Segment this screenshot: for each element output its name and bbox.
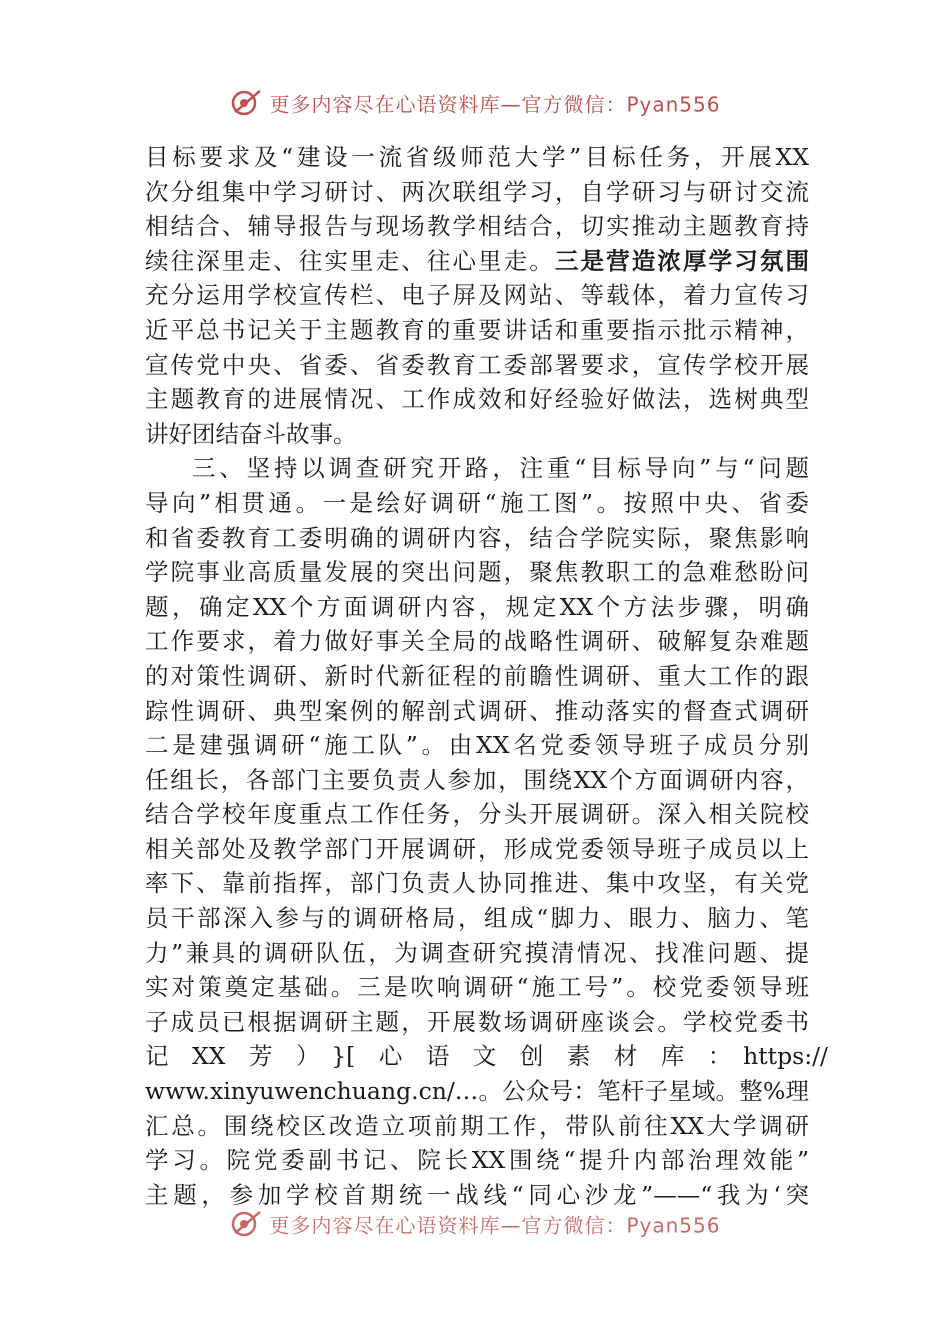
brand-logo-icon	[229, 88, 263, 118]
watermark-text: 更多内容尽在心语资料库—官方微信：Pyan556	[269, 1213, 721, 1238]
text-line: 员干部深入参与的调研格局，组成“脚力、眼力、脑力、笔	[145, 904, 809, 933]
bold-heading-inline: 三是营造浓厚学习氛围	[554, 246, 810, 275]
text-line: 任组长，各部门主要负责人参加，围绕XX个方面调研内容，	[145, 765, 809, 794]
text-line: 汇总。围绕校区改造立项前期工作，带队前往XX大学调研	[145, 1111, 809, 1140]
text-line: 三、坚持以调查研究开路，注重“目标导向”与“问题	[192, 454, 809, 483]
paragraph-study	[145, 140, 809, 451]
text-line: 二是建强调研“施工队”。由XX名党委领导班子成员分别	[145, 731, 809, 760]
text-line: 结合学校年度重点工作任务，分头开展调研。深入相关院校	[145, 800, 809, 829]
text-line: 目标要求及“建设一流省级师范大学”目标任务，开展XX	[145, 143, 809, 171]
text-run: 续往深里走、往实里走、往心里走。	[145, 246, 555, 275]
text-line: 学习。院党委副书记、院长XX围绕“提升内部治理效能”	[145, 1146, 809, 1175]
text-line: 力”兼具的调研队伍，为调查研究摸清情况、找准问题、提	[145, 938, 809, 967]
brand-logo-icon	[229, 1209, 263, 1239]
text-line: 近平总书记关于主题教育的重要讲话和重要指示批示精神，	[145, 315, 809, 344]
text-line: 主题教育的进展情况、工作成效和好经验好做法，选树典型	[145, 385, 809, 414]
text-line: 充分运用学校宣传栏、电子屏及网站、等载体，着力宣传习	[145, 281, 809, 310]
text-line: 和省委教育工委明确的调研内容，结合学院实际，聚焦影响	[145, 523, 809, 552]
watermark-text: 更多内容尽在心语资料库—官方微信：Pyan556	[269, 92, 721, 117]
text-line: 学院事业高质量发展的突出问题，聚焦教职工的急难愁盼问	[145, 558, 809, 587]
document-body	[145, 140, 828, 1212]
watermark-footer	[0, 1209, 950, 1239]
text-line-mixed	[145, 244, 809, 279]
paragraph-research	[145, 451, 828, 1212]
watermark-header	[0, 88, 950, 118]
text-line: 率下、靠前指挥，部门负责人协同推进、集中攻坚，有关党	[145, 869, 809, 898]
text-line: 宣传党中央、省委、省委教育工委部署要求，宣传学校开展	[145, 350, 809, 379]
text-line: 实对策奠定基础。三是吹响调研“施工号”。校党委领导班	[145, 973, 809, 1002]
text-line: 讲好团结奋斗故事。	[145, 419, 357, 448]
text-line: 主题，参加学校首期统一战线“同心沙龙”——“我为‘突	[145, 1180, 809, 1209]
text-line: 相结合、辅导报告与现场教学相结合，切实推动主题教育持	[145, 212, 809, 241]
text-line: 踪性调研、典型案例的解剖式调研、推动落实的督查式调研	[145, 696, 809, 725]
text-line: www.xinyuwenchuang.cn/…。公众号：笔杆子星域。整%理	[145, 1077, 809, 1106]
text-line: 的对策性调研、新时代新征程的前瞻性调研、重大工作的跟	[145, 661, 809, 690]
text-line: 记 XX 芳 ） }[ 心 语 文 创 素 材 库 ： https://	[145, 1042, 828, 1071]
text-line: 题，确定XX个方面调研内容，规定XX个方法步骤，明确	[145, 592, 809, 621]
text-line: 子成员已根据调研主题，开展数场调研座谈会。学校党委书	[145, 1007, 809, 1036]
text-line: 相关部处及教学部门开展调研，形成党委领导班子成员以上	[145, 834, 809, 863]
text-line: 次分组集中学习研讨、两次联组学习，自学研习与研讨交流	[145, 177, 809, 206]
text-line: 导向”相贯通。一是绘好调研“施工图”。按照中央、省委	[145, 488, 809, 517]
text-line: 工作要求，着力做好事关全局的战略性调研、破解复杂难题	[145, 627, 809, 656]
